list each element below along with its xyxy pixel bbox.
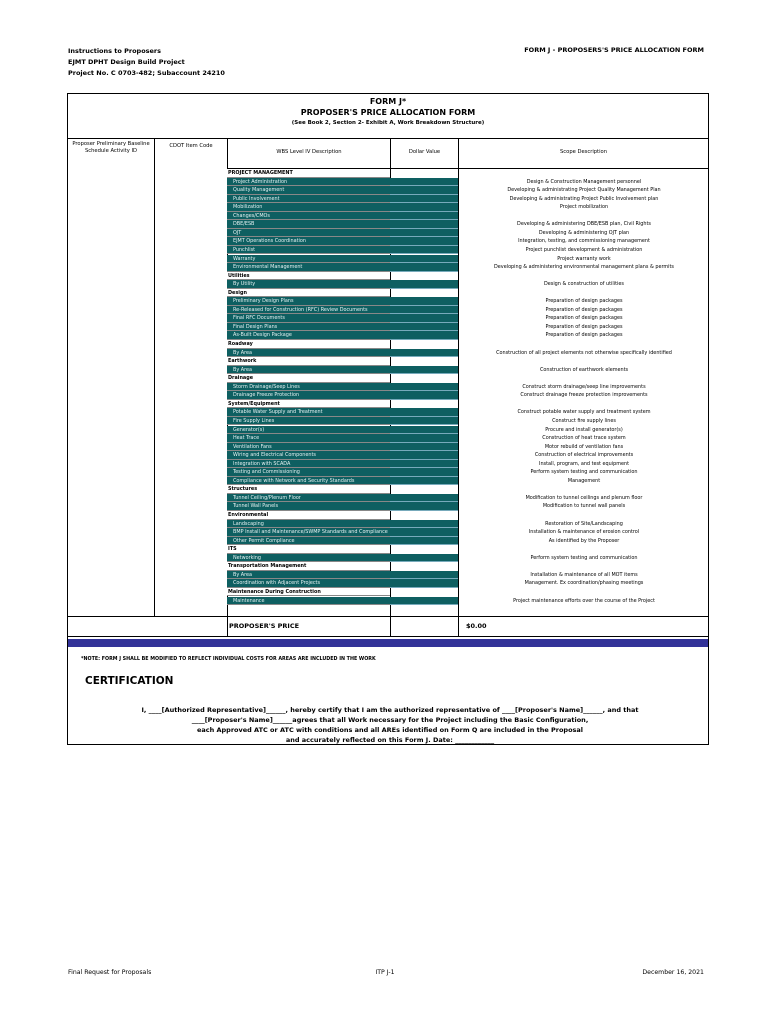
col-header-cdot-item-code: CDOT Item Code: [169, 143, 213, 149]
scope-description-cell: [458, 400, 710, 409]
scope-description-cell: Construction of earthwork elements: [539, 366, 629, 373]
wbs-item: Compliance with Network and Security Standards: [227, 477, 390, 486]
dollar-value-cell[interactable]: [390, 434, 458, 443]
scope-description-cell: Perform system testing and communication: [530, 554, 638, 561]
dollar-value-cell[interactable]: [390, 408, 458, 417]
wbs-item: Storm Drainage/Seep Lines: [227, 383, 390, 392]
scope-description-cell: Restoration of Site/Landscaping: [545, 520, 623, 527]
scope-description-cell: [458, 511, 710, 520]
wbs-item: EJMT Operations Coordination: [227, 237, 390, 246]
dollar-value-cell[interactable]: [390, 237, 458, 246]
scope-description-cell: Perform system testing and communication: [530, 469, 638, 476]
wbs-category: Roadway: [227, 340, 390, 349]
scope-description-cell: Project maintenance efforts over the course of the Project: [513, 597, 655, 604]
wbs-item: By Area: [227, 366, 390, 375]
wbs-item: Heat Trace: [227, 434, 390, 443]
dollar-value-cell[interactable]: [390, 460, 458, 469]
scope-description-cell: Developing & administrating Project Quality Management Plan: [507, 187, 661, 194]
wbs-item: Re-Released for Construction (RFC) Review Documents: [227, 306, 390, 315]
wbs-category: PROJECT MANAGEMENT: [227, 169, 390, 178]
wbs-item: Landscaping: [227, 520, 390, 529]
form-reference: (See Book 2, Section 2- Exhibit A, Work Breakdown Structure): [291, 120, 485, 126]
column-divider: [154, 138, 155, 616]
dollar-value-cell[interactable]: [390, 443, 458, 452]
scope-description-cell: Management: [567, 477, 601, 484]
wbs-category: Environmental: [227, 511, 390, 520]
dollar-value-cell[interactable]: [390, 426, 458, 435]
wbs-category: Earthwork: [227, 357, 390, 366]
wbs-category: Maintenance During Construction: [227, 588, 390, 597]
wbs-item: Tunnel Ceiling/Plenum Floor: [227, 494, 390, 503]
wbs-item: Punchlist: [227, 246, 390, 255]
certification-title: CERTIFICATION: [85, 675, 174, 687]
dollar-value-cell[interactable]: [390, 391, 458, 400]
dollar-value-cell[interactable]: [390, 502, 458, 511]
wbs-item: Warranty: [227, 255, 390, 264]
wbs-category: Drainage: [227, 374, 390, 383]
table-footer-band: [68, 639, 708, 647]
scope-description-cell: Developing & administering DBE/ESB plan, Civil Rights: [517, 221, 651, 228]
wbs-item: Public Involvement: [227, 195, 390, 204]
dollar-value-cell[interactable]: [390, 178, 458, 187]
wbs-item: Project Administration: [227, 178, 390, 187]
scope-description-cell: Install, program, and test equipment: [539, 460, 629, 467]
header-line-3: Project No. C 0703-482; Subaccount 24210: [68, 69, 225, 77]
scope-description-cell: Preparation of design packages: [545, 323, 623, 330]
scope-description-cell: [458, 212, 710, 221]
scope-description-cell: [458, 485, 710, 494]
wbs-item: Fire Supply Lines: [227, 417, 390, 426]
wbs-item: Networking: [227, 554, 390, 563]
scope-description-cell: Developing & administrating Project Public Involvement plan: [509, 195, 659, 202]
wbs-item: Potable Water Supply and Treatment: [227, 408, 390, 417]
dollar-value-cell[interactable]: [390, 186, 458, 195]
scope-description-cell: Management. Ex coordination/phasing meetings: [524, 580, 644, 587]
wbs-item: Final Design Plans: [227, 323, 390, 332]
dollar-value-cell[interactable]: [390, 579, 458, 588]
certification-text: [130, 705, 650, 745]
wbs-item: BMP Install and Maintenance/SWMP Standards and Compliance: [227, 528, 390, 537]
scope-description-cell: Project punchlist development & administration: [525, 246, 643, 253]
dollar-value-cell[interactable]: [390, 280, 458, 289]
scope-description-cell: Project mobilization: [559, 204, 609, 211]
form-subtitle: PROPOSER'S PRICE ALLOCATION FORM: [300, 108, 476, 117]
col-header-scope-description: Scope Description: [560, 149, 607, 155]
scope-description-cell: Preparation of design packages: [545, 306, 623, 313]
footer-date: December 16, 2021: [642, 969, 704, 976]
dollar-value-cell[interactable]: [390, 220, 458, 229]
scope-description-cell: Developing & administering OJT plan: [538, 229, 630, 236]
dollar-value-cell[interactable]: [390, 571, 458, 580]
price-allocation-form: [67, 93, 709, 745]
dollar-value-cell[interactable]: [390, 255, 458, 264]
wbs-item: Other Permit Compliance: [227, 537, 390, 546]
wbs-category: ITS: [227, 545, 390, 554]
dollar-value-cell[interactable]: [390, 520, 458, 529]
dollar-value-cell[interactable]: [390, 212, 458, 221]
wbs-item: Changes/CMOs: [227, 212, 390, 221]
col-header-dollar-value: Dollar Value: [408, 149, 441, 155]
wbs-item: Preliminary Design Plans: [227, 297, 390, 306]
dollar-value-cell[interactable]: [390, 468, 458, 477]
scope-description-cell: Construct storm drainage/seep line improvements: [522, 383, 646, 390]
wbs-item: Final RFC Documents: [227, 314, 390, 323]
footer-left: Final Request for Proposals: [68, 969, 152, 976]
scope-description-cell: [458, 169, 710, 178]
scope-description-cell: [458, 545, 710, 554]
wbs-category: Design: [227, 289, 390, 298]
scope-description-cell: [458, 588, 710, 597]
scope-description-cell: [458, 562, 710, 571]
dollar-value-cell[interactable]: [390, 263, 458, 272]
dollar-value-cell[interactable]: [390, 323, 458, 332]
wbs-item: Environmental Management: [227, 263, 390, 272]
scope-description-cell: Design & construction of utilities: [544, 281, 624, 288]
dollar-value-cell[interactable]: [390, 554, 458, 563]
scope-description-cell: [458, 340, 710, 349]
scope-description-cell: Motor rebuild of ventilation fans: [544, 443, 624, 450]
dollar-value-cell[interactable]: [390, 451, 458, 460]
wbs-item: Drainage Freeze Protection: [227, 391, 390, 400]
certification-line-4: and accurately reflected on this Form J. Date: ____________: [285, 736, 495, 744]
scope-description-cell: Project warranty work: [557, 255, 611, 262]
wbs-category: Utilities: [227, 272, 390, 281]
dollar-value-cell[interactable]: [390, 417, 458, 426]
certification-line-1: I, ____[Authorized Representative]______, hereby certify that I am the authorized representative of ____[Proposer's Name]______, and that: [141, 706, 639, 714]
header-line-2: EJMT DPHT Design Build Project: [68, 58, 185, 66]
wbs-item: By Area: [227, 349, 390, 358]
table-top-rule: [68, 138, 708, 139]
dollar-value-cell[interactable]: [390, 331, 458, 340]
wbs-item: Tunnel Wall Panels: [227, 502, 390, 511]
footer-page-number: ITP J-1: [375, 969, 395, 976]
dollar-value-cell[interactable]: [390, 314, 458, 323]
scope-description-cell: Integration, testing, and commissioning management: [518, 238, 650, 245]
wbs-item: Integration with SCADA: [227, 460, 390, 469]
document-header: [68, 46, 225, 79]
scope-description-cell: [458, 357, 710, 366]
scope-description-cell: [458, 272, 710, 281]
header-form-name: FORM J - PROPOSERS'S PRICE ALLOCATION FORM: [524, 46, 704, 54]
scope-description-cell: Design & Construction Management personnel: [526, 178, 642, 185]
total-bottom-rule: [68, 636, 708, 637]
scope-description-cell: Preparation of design packages: [545, 315, 623, 322]
dollar-value-cell[interactable]: [390, 494, 458, 503]
col-header-activity-id: Proposer Preliminary Baseline Schedule Activity ID: [72, 141, 150, 154]
header-line-1: Instructions to Proposers: [68, 47, 162, 55]
dollar-value-cell[interactable]: [390, 246, 458, 255]
dollar-value-cell[interactable]: [390, 537, 458, 546]
scope-description-cell: Construction of all project elements not otherwise specifically identified: [496, 349, 672, 356]
wbs-item: As-Built Design Package: [227, 331, 390, 340]
form-title: FORM J*: [369, 97, 407, 106]
scope-description-cell: Modification to tunnel wall panels: [542, 503, 626, 510]
scope-description-cell: Construction of electrical improvements: [534, 452, 634, 459]
wbs-item: Maintenance: [227, 597, 390, 606]
wbs-item: Generator(s): [227, 426, 390, 435]
wbs-item: Quality Management: [227, 186, 390, 195]
scope-description-cell: Preparation of design packages: [545, 332, 623, 339]
total-top-rule: [68, 616, 708, 617]
proposers-price-label: PROPOSER'S PRICE: [229, 622, 300, 630]
wbs-item: By Utility: [227, 280, 390, 289]
certification-line-2: ____[Proposer's Name]______agrees that all Work necessary for the Project including the Basic Configuration,: [191, 716, 589, 724]
dollar-value-cell[interactable]: [390, 203, 458, 212]
dollar-value-cell[interactable]: [390, 297, 458, 306]
dollar-value-cell[interactable]: [390, 195, 458, 204]
dollar-value-cell[interactable]: [390, 349, 458, 358]
col-header-wbs-description: WBS Level IV Description: [276, 149, 342, 155]
wbs-item: Ventilation Fans: [227, 443, 390, 452]
dollar-value-cell[interactable]: [390, 383, 458, 392]
dollar-value-cell[interactable]: [390, 597, 458, 606]
scope-description-cell: Developing & administering environmental management plans & permits: [494, 264, 674, 271]
wbs-item: Testing and Commissioning: [227, 468, 390, 477]
wbs-category: Structures: [227, 485, 390, 494]
wbs-category: Transportation Management: [227, 562, 390, 571]
dollar-value-cell[interactable]: [390, 306, 458, 315]
dollar-value-cell[interactable]: [390, 366, 458, 375]
wbs-item: Coordination with Adjacent Projects: [227, 579, 390, 588]
wbs-item: DBE/ESB: [227, 220, 390, 229]
scope-description-cell: Preparation of design packages: [545, 298, 623, 305]
scope-description-cell: [458, 374, 710, 383]
certification-line-3: each Approved ATC or ATC with conditions and all AREs identified on Form Q are included in the Proposal: [196, 726, 584, 734]
wbs-item: OJT: [227, 229, 390, 238]
dollar-value-cell[interactable]: [390, 477, 458, 486]
scope-description-cell: Construct drainage freeze protection improvements: [520, 392, 648, 399]
scope-description-cell: Installation & maintenance of erosion control: [528, 529, 640, 536]
scope-description-cell: Construct potable water supply and treatment system: [517, 409, 651, 416]
scope-description-cell: Construct fire supply lines: [552, 417, 616, 424]
dollar-value-cell[interactable]: [390, 528, 458, 537]
wbs-item: Wiring and Electrical Components: [227, 451, 390, 460]
scope-description-cell: Procure and install generator(s): [545, 426, 623, 433]
wbs-category: System/Equipment: [227, 400, 390, 409]
scope-description-cell: Construction of heat trace system: [542, 435, 626, 442]
scope-description-cell: As identified by the Proposer: [548, 537, 620, 544]
wbs-item: By Area: [227, 571, 390, 580]
scope-description-cell: [458, 289, 710, 298]
wbs-item: Mobilization: [227, 203, 390, 212]
dollar-value-cell[interactable]: [390, 229, 458, 238]
scope-description-cell: Modification to tunnel ceilings and plenum floor: [525, 494, 643, 501]
form-note: *NOTE: FORM J SHALL BE MODIFIED TO REFLECT INDIVIDUAL COSTS FOR AREAS ARE INCLUDED IN THE WORK: [81, 657, 376, 662]
proposers-price-value: $0.00: [466, 622, 487, 630]
scope-description-cell: Installation & maintenance of all MOT items: [530, 571, 638, 578]
